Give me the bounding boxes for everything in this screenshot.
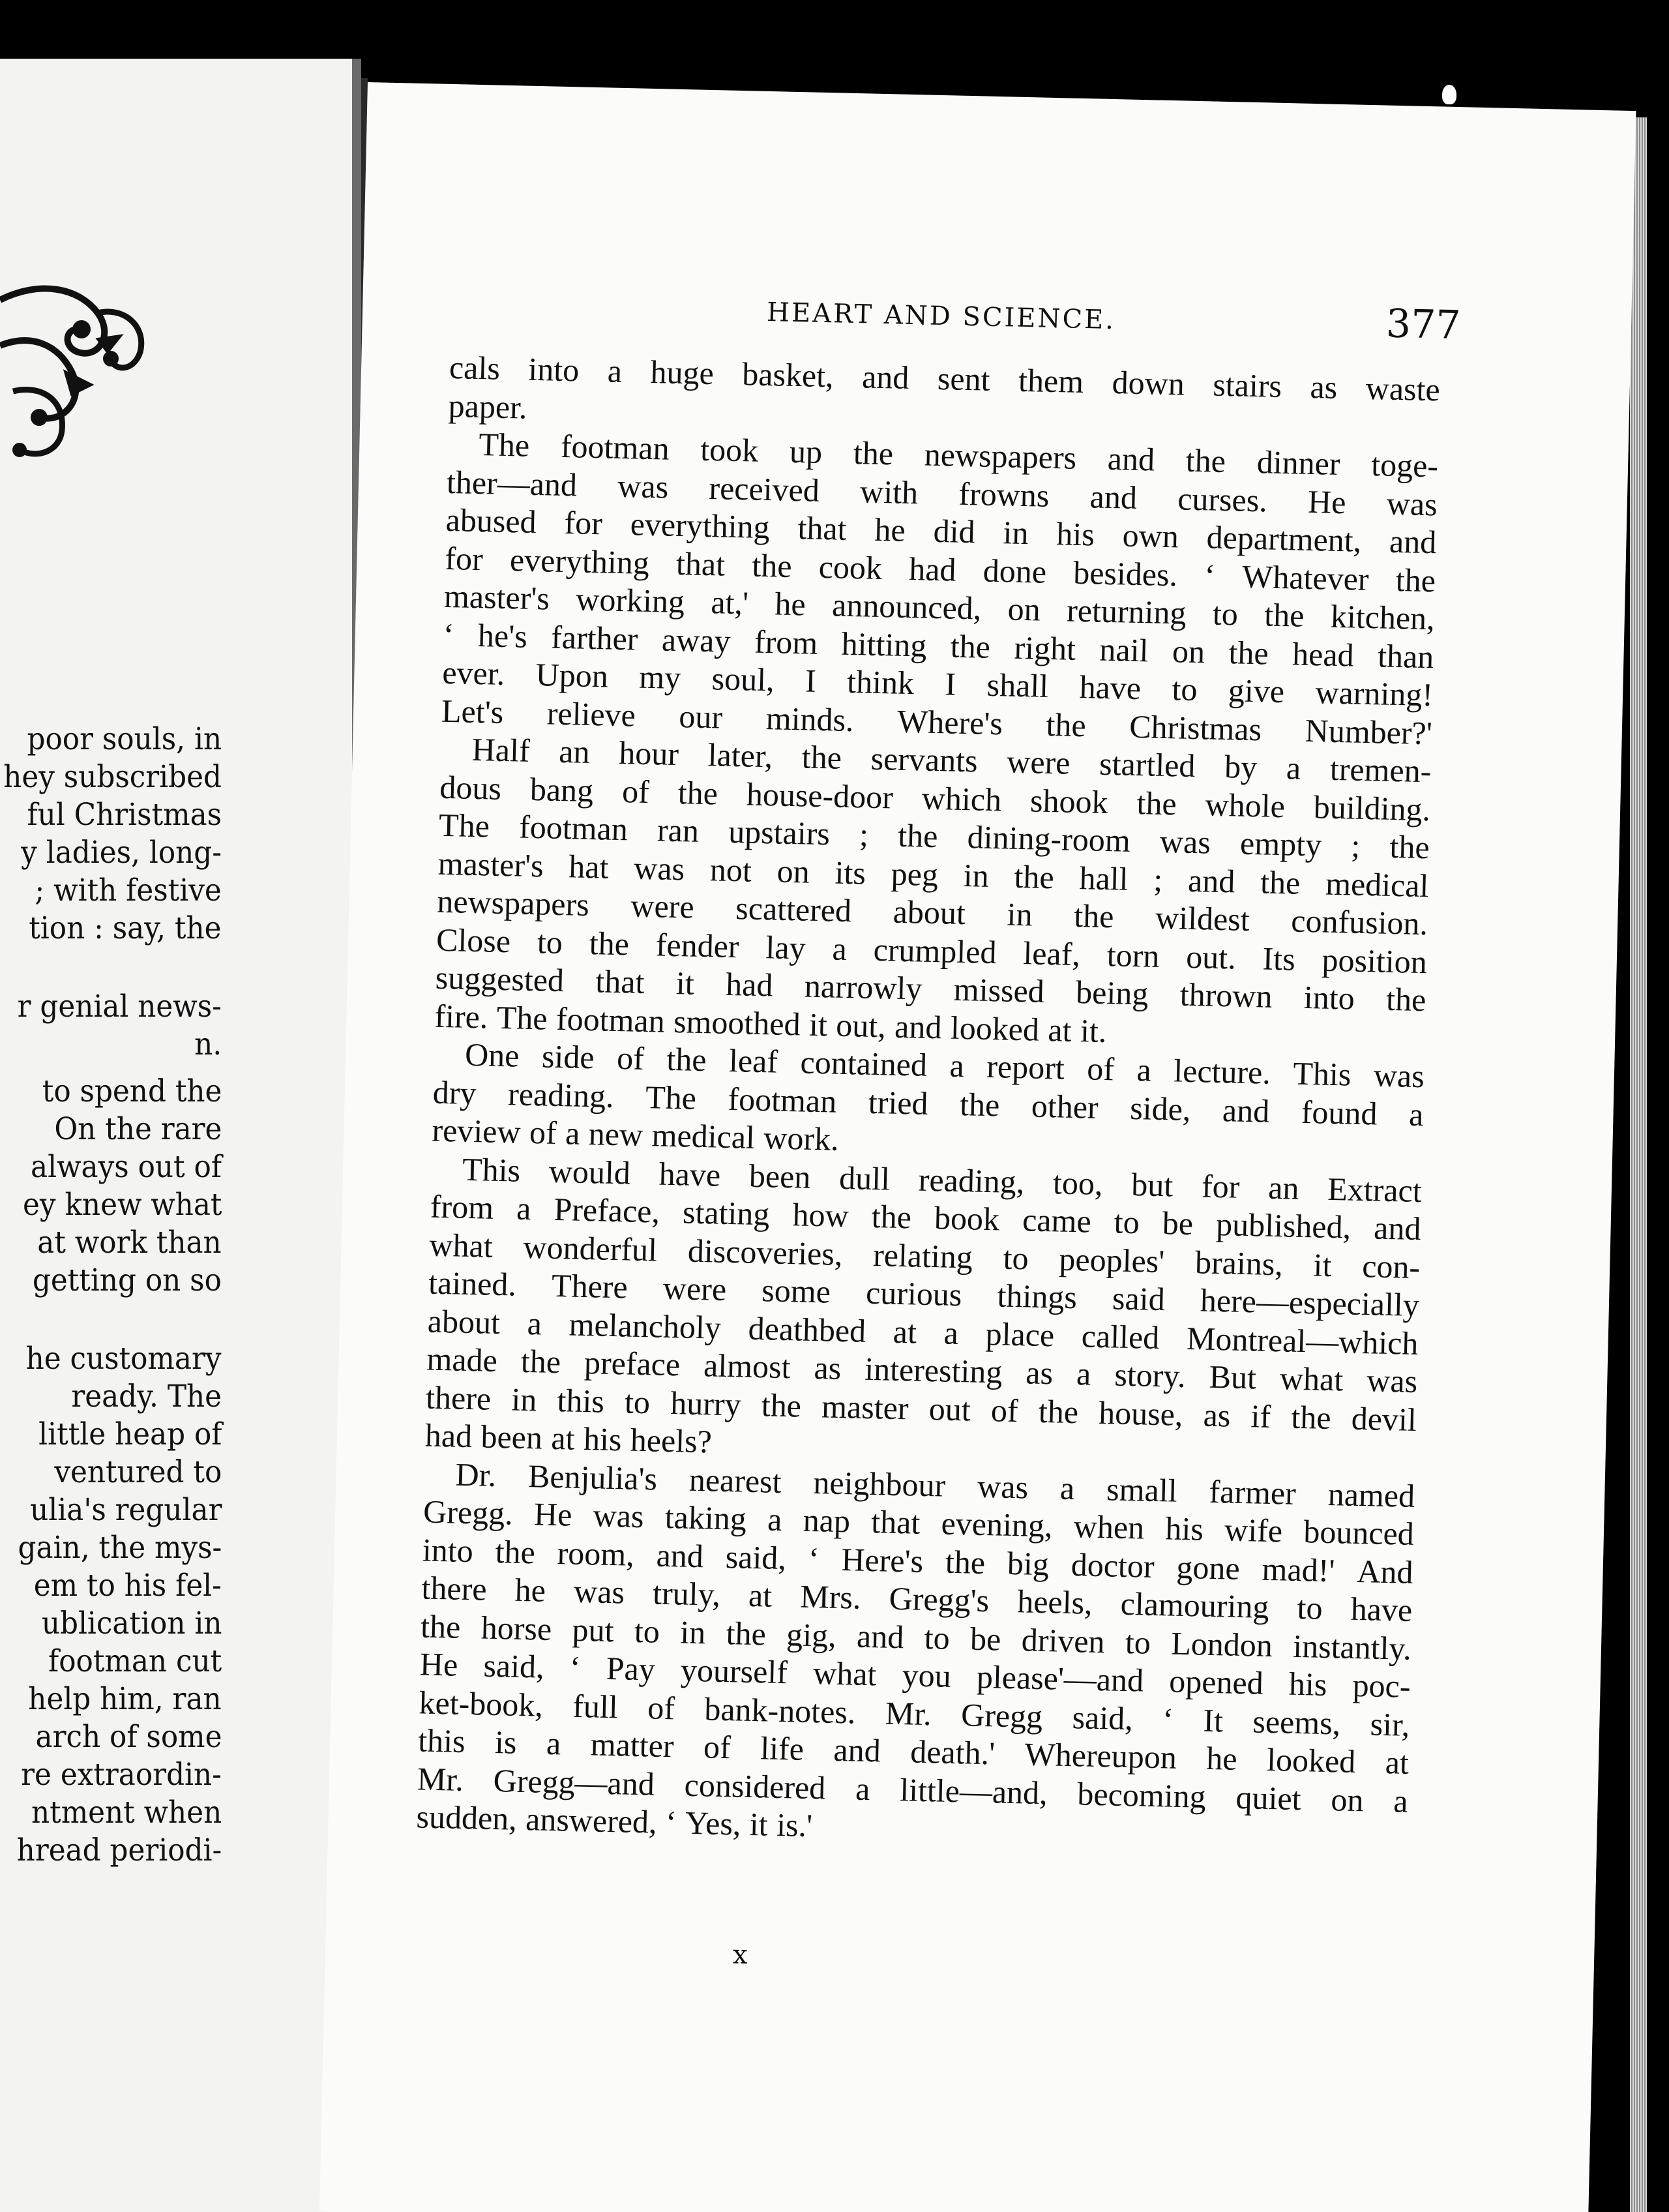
text-line: Mr. Gregg—and considered a little—and, becoming quiet on a	[417, 1759, 1409, 1819]
left-text-line: at work than	[37, 1225, 222, 1261]
left-text-line: hread periodi-	[16, 1832, 222, 1868]
text-line: abused for everything that he did in his own department, and	[445, 501, 1437, 561]
text-line: for everything that the cook had done besides. ‘ Whatever the	[444, 539, 1436, 599]
text-line: dous bang of the house-door which shook the whole building.	[439, 768, 1431, 828]
left-text-line: always out of	[31, 1149, 222, 1185]
left-text-line: help him, ran	[28, 1681, 222, 1717]
text-line: dry reading. The footman tried the other side, and found a	[432, 1073, 1425, 1133]
left-text-line: getting on so	[32, 1263, 222, 1298]
page-number: 377	[1385, 301, 1462, 349]
text-line: Gregg. He was taking a nap that evening, when his wife bounced	[422, 1493, 1415, 1552]
scan-artifact	[1442, 85, 1456, 104]
text-line: sudden, answered, ‘ Yes, it is.'	[416, 1798, 813, 1844]
text-line: about a melancholy deathbed at a place called Montreal—which	[427, 1302, 1419, 1362]
text-line: ther—and was received with frowns and curses. He was	[446, 463, 1438, 522]
left-text-line: ful Christmas	[27, 797, 222, 833]
left-text-line: tion : say, the	[29, 910, 222, 946]
left-text-line: ublication in	[41, 1606, 222, 1641]
text-line: This would have been dull reading, too, but for an Extract	[462, 1150, 1423, 1209]
text-line: ever. Upon my soul, I think I shall have to give warning!	[441, 653, 1434, 713]
left-text-line: gain, the mys-	[18, 1530, 222, 1566]
text-line: Half an hour later, the servants were startled by a tremen-	[471, 730, 1432, 790]
text-line: Dr. Benjulia's nearest neighbour was a small farmer named	[454, 1456, 1415, 1514]
text-line: there he was truly, at Mrs. Gregg's heels, clamouring to have	[421, 1569, 1413, 1628]
text-line: cals into a huge basket, and sent them down stairs as waste	[449, 348, 1441, 408]
left-text-line: r genial news-	[17, 989, 222, 1024]
text-line: there in this to hurry the master out of the house, as if the devil	[425, 1379, 1417, 1438]
left-text-line: y ladies, long-	[21, 835, 222, 871]
left-text-line: em to his fel-	[33, 1568, 222, 1604]
text-line: fire. The footman smoothed it out, and looked at it.	[434, 997, 1108, 1049]
text-line: ‘ he's farther away from hitting the right nail on the head than	[443, 616, 1434, 675]
text-line: tained. There were some curious things said here—especially	[428, 1264, 1420, 1324]
signature-mark: x	[732, 1939, 748, 1970]
text-line: review of a new medical work.	[431, 1111, 840, 1158]
left-text-line: n.	[194, 1026, 222, 1062]
left-text-line: re extraordin-	[21, 1757, 222, 1793]
page-edges	[1630, 117, 1647, 2212]
text-line: He said, ‘ Pay yourself what you please'—and opened his poc-	[419, 1645, 1411, 1705]
left-text-line: poor souls, in	[27, 721, 222, 757]
left-text-line: ulia's regular	[29, 1492, 222, 1528]
left-text-line: footman cut	[48, 1643, 222, 1679]
text-line: One side of the leaf contained a report of a lecture. This was	[464, 1036, 1425, 1095]
text-line: suggested that it had narrowly missed being thrown into the	[435, 959, 1427, 1019]
text-line: Let's relieve our minds. Where's the Christmas Number?'	[441, 692, 1433, 751]
text-line: Close to the fender lay a crumpled leaf, torn out. Its position	[436, 921, 1428, 980]
left-text-line: arch of some	[35, 1719, 222, 1755]
left-text-line: hey subscribed	[3, 759, 222, 795]
facing-page-left	[0, 59, 352, 2212]
left-text-line: to spend the	[42, 1073, 222, 1109]
left-text-line: little heap of	[38, 1416, 222, 1452]
left-text-line: ntment when	[31, 1795, 222, 1831]
text-line: the horse put to in the gig, and to be driven to London instantly.	[420, 1607, 1412, 1667]
left-text-line: he customary	[26, 1341, 222, 1377]
ornament-flourish-icon	[0, 274, 150, 470]
left-text-line: ventured to	[54, 1454, 222, 1490]
text-line: newspapers were scattered about in the wildest confusion.	[436, 882, 1428, 942]
text-line: into the room, and said, ‘ Here's the big doctor gone mad!' And	[422, 1531, 1414, 1591]
text-line: ket-book, full of bank-notes. Mr. Gregg said, ‘ It seems, sir,	[419, 1683, 1410, 1743]
page-377	[319, 82, 1636, 2212]
left-text-line: ; with festive	[35, 873, 222, 908]
text-line: master's hat was not on its peg in the hall ; and the medical	[437, 844, 1430, 904]
text-line: The footman ran upstairs ; the dining-room was empty ; the	[438, 806, 1430, 866]
body-text	[416, 348, 1440, 1858]
text-line: this is a matter of life and death.' Whereupon he looked at	[417, 1722, 1410, 1781]
left-text-line: On the rare	[53, 1111, 222, 1147]
text-line: master's working at,' he announced, on returning to the kitchen,	[443, 577, 1436, 637]
text-line: what wonderful discoveries, relating to peoples' brains, it con-	[428, 1226, 1421, 1285]
text-line: from a Preface, stating how the book came to be published, and	[430, 1188, 1422, 1248]
text-line: had been at his heels?	[424, 1416, 713, 1460]
text-line: The footman took up the newspapers and the dinner toge-	[478, 426, 1439, 485]
text-line: made the preface almost as interesting as a story. But what was	[426, 1340, 1418, 1400]
left-text-line: ey knew what	[22, 1187, 222, 1223]
running-head: HEART AND SCIENCE.	[766, 297, 1116, 336]
left-text-line: ready. The	[71, 1379, 222, 1414]
text-line: paper.	[448, 387, 528, 426]
